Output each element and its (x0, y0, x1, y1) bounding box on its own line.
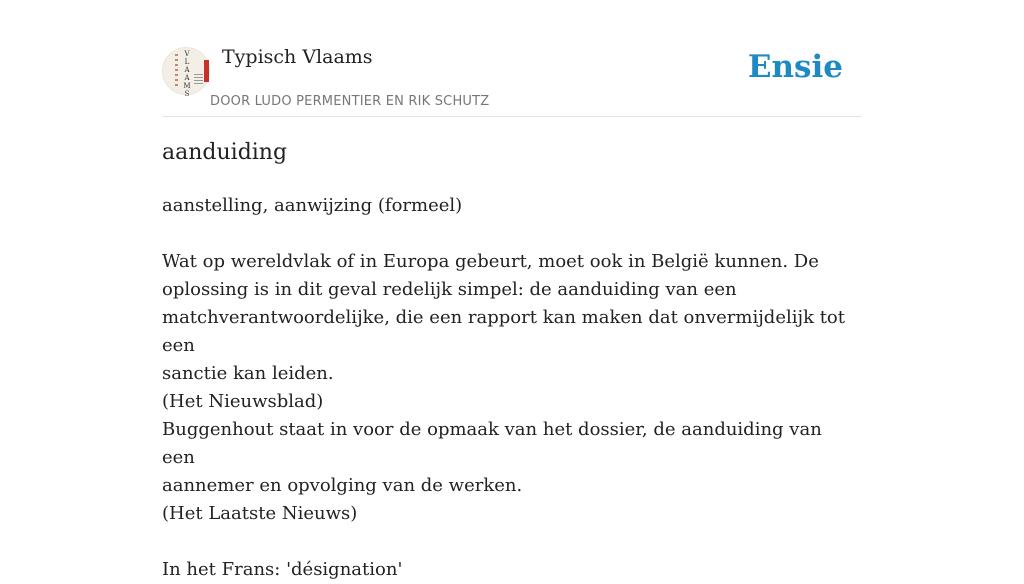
example-quote-line: Buggenhout staat in voor de opmaak van het dossier, de aanduiding van een (162, 419, 822, 468)
entry-title: aanduiding (162, 140, 288, 165)
avatar-logo-text: V L A A M S (183, 50, 191, 98)
quote-source: (Het Laatste Nieuws) (162, 503, 358, 524)
author-byline: DOOR LUDO PERMENTIER EN RIK SCHUTZ (210, 94, 490, 109)
avatar-red-accent (204, 60, 209, 82)
example-quote-line: Wat op wereldvlak of in Europa gebeurt, moet ook in België kunnen. De (162, 251, 819, 272)
header (162, 44, 862, 117)
avatar-decoration (175, 54, 178, 86)
example-quote-line: matchverantwoordelijke, die een rapport kan maken dat onvermijdelijk tot een (162, 307, 845, 356)
book-cover-avatar[interactable] (162, 47, 210, 98)
avatar-lines (194, 74, 203, 84)
site-title[interactable]: Typisch Vlaams (222, 46, 373, 68)
definition: aanstelling, aanwijzing (formeel) (162, 195, 463, 216)
entry-body (162, 192, 852, 584)
example-quote-line: oplossing is in dit geval redelijk simpel: de aanduiding van een (162, 279, 737, 300)
example-quote-line: aannemer en opvolging van de werken. (162, 475, 523, 496)
quote-source: (Het Nieuwsblad) (162, 391, 324, 412)
ensie-logo-link[interactable]: Ensie (747, 49, 843, 85)
french-note: In het Frans: 'désignation' (162, 559, 403, 580)
example-quote-line: sanctie kan leiden. (162, 363, 334, 384)
